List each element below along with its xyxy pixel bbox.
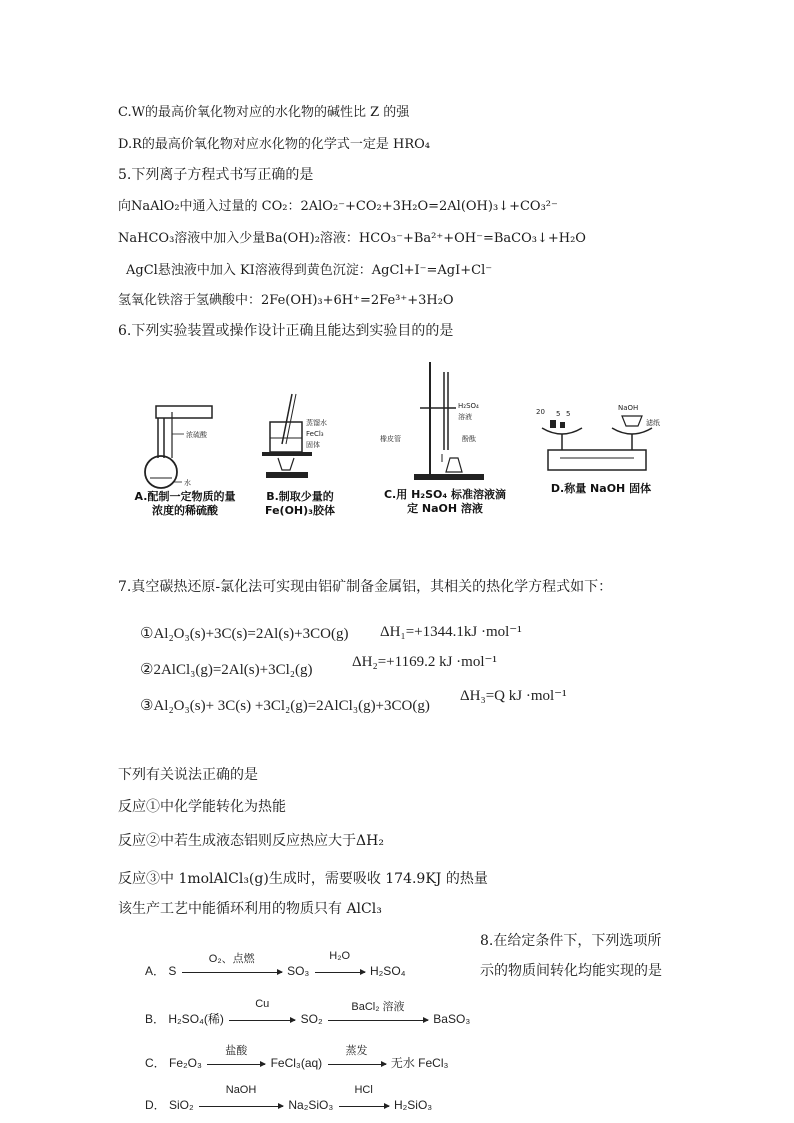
option-d-end: H₂SiO₃: [393, 1098, 433, 1112]
question-5-option-b: NaHCO₃溶液中加入少量Ba(OH)₂溶液：HCO₃⁻+Ba²⁺+OH⁻=BaCO₃↓+H₂O: [118, 231, 586, 246]
question-8-stem-line2: 示的物质间转化均能实现的是: [480, 963, 662, 979]
apparatus-b-tag-solid: 固体: [306, 441, 320, 449]
apparatus-c-tag-h2so4: H₂SO₄: [458, 402, 479, 410]
option-a-start: S: [168, 964, 177, 978]
option-a-cond-2: H₂O: [329, 949, 351, 962]
option-b-cond-2: BaCl₂ 溶液: [351, 1000, 405, 1013]
option-c-end: 无水 FeCl₃: [390, 1056, 449, 1070]
apparatus-d-tag-5b: 5: [566, 410, 571, 418]
question-7-option-b: 反应②中若生成液态铝则反应热应大于ΔH₂: [118, 833, 384, 849]
question-7-option-c: 反应③中 1molAlCl₃(g)生成时，需要吸收 174.9KJ 的热量: [118, 871, 488, 887]
option-d-start: SiO₂: [169, 1098, 194, 1112]
question-7-ask: 下列有关说法正确的是: [118, 767, 258, 783]
question-8-option-d: [145, 1083, 433, 1113]
option-b-arrow-2: [328, 1000, 428, 1027]
apparatus-a-tag-water: 水: [184, 479, 191, 487]
apparatus-a-flask: [128, 398, 228, 498]
option-d-cond-2: HCl: [354, 1083, 373, 1096]
apparatus-c-titration-stand: [400, 358, 490, 484]
option-a-arrow-2: [315, 949, 365, 979]
option-b-arrow-1: [229, 997, 295, 1027]
option-b-cond-1: Cu: [255, 997, 270, 1010]
apparatus-d-tag-5a: 5: [556, 410, 561, 418]
question-8-option-c: [145, 1044, 449, 1071]
apparatus-d-tag-naoh: NaOH: [618, 404, 639, 412]
question-5-option-a: 向NaAlO₂中通入过量的 CO₂：2AlO₂⁻+CO₂+3H₂O=2Al(OH)₃↓+CO₃²⁻: [118, 199, 558, 214]
question-7-stem: 7.真空碳热还原-氯化法可实现由铝矿制备金属铝，其相关的热化学方程式如下：: [118, 579, 613, 595]
option-b-start: H₂SO₄(稀): [168, 1012, 224, 1026]
question-7-option-d: 该生产工艺中能循环利用的物质只有 AlCl₃: [118, 901, 382, 917]
equation-3-enthalpy: ΔH₃=Q kJ ·mol⁻¹: [460, 688, 567, 704]
apparatus-c-tag-phenolphthalein: 酚酞: [462, 435, 476, 443]
option-b-mid: SO₂: [300, 1012, 323, 1026]
option-c-cond-2: 蒸发: [345, 1044, 368, 1057]
option-c-mid: FeCl₃(aq): [270, 1056, 323, 1070]
option-c-text: C.W的最高价氧化物对应的水化物的碱性比 Z 的强: [118, 105, 410, 120]
equation-2-enthalpy: ΔH₂=+1169.2 kJ ·mol⁻¹: [352, 654, 497, 670]
option-c-cond-1: 盐酸: [225, 1044, 248, 1057]
option-c-label: C．: [145, 1056, 166, 1070]
apparatus-c-tag-solution: 溶液: [458, 413, 472, 421]
apparatus-c-tag-rubber-tube: 橡皮管: [380, 435, 401, 443]
option-a-mid: SO₃: [287, 964, 310, 978]
question-8-option-a: [145, 949, 406, 979]
option-d-label: D．: [145, 1098, 166, 1112]
option-d-arrow-1: [199, 1083, 283, 1113]
apparatus-c-caption: C.用 H₂SO₄ 标准溶液滴定 NaOH 溶液: [383, 488, 507, 515]
option-d-mid: Na₂SiO₃: [288, 1098, 334, 1112]
option-d-cond-1: NaOH: [225, 1083, 257, 1096]
question-5-option-c: AgCl悬浊液中加入 KI溶液得到黄色沉淀：AgCl+I⁻=AgI+Cl⁻: [126, 263, 493, 278]
apparatus-b-tag-fecl3: FeCl₃: [306, 430, 324, 438]
option-a-end: H₂SO₄: [369, 964, 406, 978]
option-d-arrow-2: [339, 1083, 389, 1113]
apparatus-b-caption: B.制取少量的Fe(OH)₃胶体: [265, 490, 335, 517]
apparatus-d-tag-filter-paper: 滤纸: [646, 419, 660, 427]
option-b-label: B．: [145, 1012, 166, 1026]
apparatus-b-tag-water: 蒸馏水: [306, 419, 327, 427]
equation-1-enthalpy: ΔH₁=+1344.1kJ ·mol⁻¹: [380, 624, 522, 640]
equation-1: ①Al₂O₃(s)+3C(s)=2Al(s)+3CO(g): [140, 626, 349, 642]
option-c-start: Fe₂O₃: [169, 1056, 202, 1070]
option-b-end: BaSO₃: [433, 1012, 471, 1026]
apparatus-d-caption: D.称量 NaOH 固体: [550, 482, 652, 495]
option-c-arrow-1: [207, 1044, 265, 1071]
option-a-arrow-1: [182, 952, 282, 979]
equation-3: ③Al₂O₃(s)+ 3C(s) +3Cl₂(g)=2AlCl₃(g)+3CO(g): [140, 698, 430, 714]
question-5-stem: 5.下列离子方程式书写正确的是: [118, 167, 314, 183]
option-a-label: A．: [145, 964, 166, 978]
apparatus-b-beaker-burner: [256, 388, 346, 488]
apparatus-a-tag-acid: 浓硫酸: [186, 431, 207, 439]
question-8-option-b: [145, 997, 471, 1027]
apparatus-d-tag-20: 20: [536, 408, 545, 416]
option-c-arrow-2: [328, 1044, 386, 1071]
equation-2: ②2AlCl₃(g)=2Al(s)+3Cl₂(g): [140, 662, 313, 678]
question-7-option-a: 反应①中化学能转化为热能: [118, 799, 286, 815]
question-8-stem-line1: 8.在给定条件下，下列选项所: [480, 933, 662, 949]
question-6-stem: 6.下列实验装置或操作设计正确且能达到实验目的的是: [118, 323, 454, 339]
question-5-option-d: 氢氧化铁溶于氢碘酸中：2Fe(OH)₃+6H⁺=2Fe³⁺+3H₂O: [118, 293, 454, 308]
option-a-cond-1: O₂、点燃: [208, 952, 255, 965]
apparatus-a-caption: A.配制一定物质的量浓度的稀硫酸: [134, 490, 236, 517]
option-d-text: D.R的最高价氧化物对应水化物的化学式一定是 HRO₄: [118, 137, 431, 152]
